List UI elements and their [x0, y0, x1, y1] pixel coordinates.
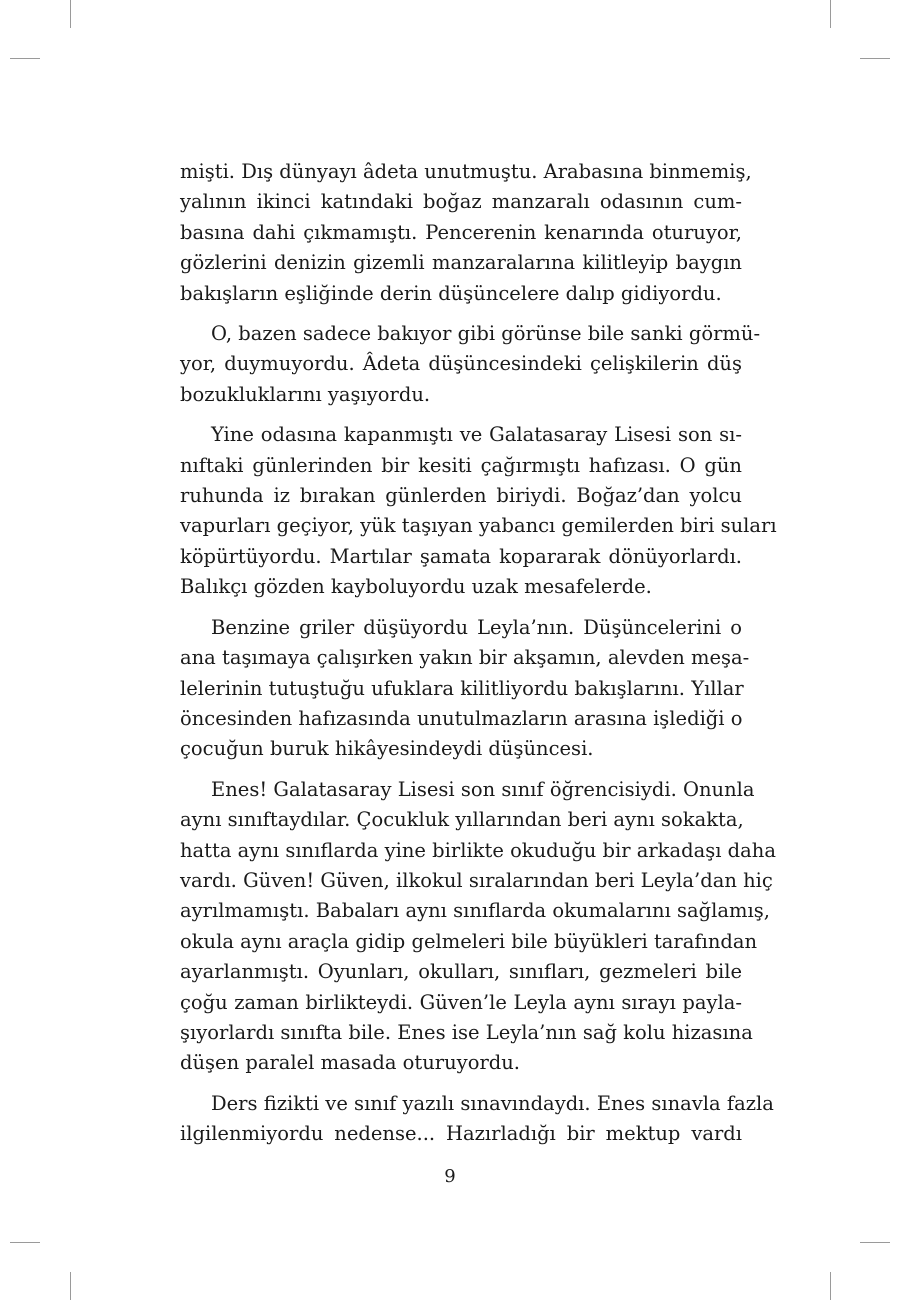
text-line: ilgilenmiyordu nedense... Hazırladığı bir mektup vardı — [180, 1122, 742, 1146]
crop-mark-left-bottom — [10, 1242, 40, 1243]
crop-mark-top-right — [830, 0, 831, 28]
text-line: yalının ikinci katındaki boğaz manzaralı odasının cum- — [180, 190, 742, 214]
text-line: mişti. Dış dünyayı âdeta unutmuştu. Arabasına binmemiş, — [180, 160, 752, 183]
text-line: öncesinden hafızasında unutulmazların arasına işlediği o — [180, 706, 743, 730]
text-line: hatta aynı sınıflarda yine birlikte okuduğu bir arkadaşı daha — [180, 838, 776, 862]
text-line: düşen paralel masada oturuyordu. — [180, 1051, 521, 1075]
text-line: vapurları geçiyor, yük taşıyan yabancı gemilerden biri suları — [180, 514, 777, 538]
text-line: basına dahi çıkmamıştı. Pencerenin kenarında oturuyor, — [180, 220, 742, 244]
text-line: Yine odasına kapanmıştı ve Galatasaray Lisesi son sı- — [211, 423, 742, 447]
text-line: Balıkçı gözden kayboluyordu uzak mesafelerde. — [180, 575, 652, 599]
text-line: vardı. Güven! Güven, ilkokul sıralarından beri Leyla’dan hiç — [180, 868, 773, 892]
paragraph-2 — [180, 319, 761, 410]
text-line: ruhunda iz bırakan günlerden biriydi. Boğaz’dan yolcu — [180, 484, 742, 508]
text-line: Ders fizikti ve sınıf yazılı sınavındaydı. Enes sınavla fazla — [211, 1091, 774, 1115]
paragraph-1 — [180, 157, 752, 309]
text-line: bozukluklarını yaşıyordu. — [180, 382, 431, 406]
text-line: yor, duymuyordu. Âdeta düşüncesindeki çelişkilerin düş — [180, 352, 742, 376]
text-line: okula aynı araçla gidip gelmeleri bile büyükleri tarafından — [180, 929, 758, 953]
text-line: gözlerini denizin gizemli manzaralarına kilitleyip baygın — [180, 251, 742, 275]
paragraph-6 — [180, 1089, 774, 1150]
crop-mark-top-left — [70, 0, 71, 28]
text-line: ayrılmamıştı. Babaları aynı sınıflarda okumalarını sağlamış, — [180, 899, 770, 923]
crop-mark-right-top — [860, 58, 890, 59]
crop-mark-bottom-right — [830, 1272, 831, 1300]
text-line: köpürtüyordu. Martılar şamata kopararak dönüyorlardı. — [180, 544, 742, 568]
text-line: çoğu zaman birlikteydi. Güven’le Leyla aynı sırayı payla- — [180, 990, 742, 1014]
text-line: ayarlanmıştı. Oyunları, okulları, sınıfları, gezmeleri bile — [180, 960, 742, 984]
text-line: Enes! Galatasaray Lisesi son sınıf öğrencisiydi. Onunla — [211, 777, 755, 801]
paragraph-5 — [180, 775, 776, 1079]
body-text — [180, 157, 777, 1160]
crop-mark-left-top — [10, 58, 40, 59]
text-line: O, bazen sadece bakıyor gibi görünse bile sanki görmü- — [211, 322, 761, 346]
text-line: lelerinin tutuştuğu ufuklara kilitliyordu bakışlarını. Yıllar — [180, 676, 744, 700]
text-line: bakışların eşliğinde derin düşüncelere dalıp gidiyordu. — [180, 281, 722, 305]
text-line: ana taşımaya çalışırken yakın bir akşamın, alevden meşa- — [180, 646, 750, 670]
text-line: Benzine griler düşüyordu Leyla’nın. Düşüncelerini o — [211, 615, 742, 639]
crop-mark-right-bottom — [860, 1242, 890, 1243]
text-line: aynı sınıftaydılar. Çocukluk yıllarından beri aynı sokakta, — [180, 808, 744, 832]
crop-mark-bottom-left — [70, 1272, 71, 1300]
text-line: şıyorlardı sınıfta bile. Enes ise Leyla’nın sağ kolu hizasına — [180, 1020, 753, 1044]
text-line: çocuğun buruk hikâyesindeydi düşüncesi. — [180, 737, 594, 761]
paragraph-4 — [180, 613, 750, 765]
page-number: 9 — [444, 1166, 456, 1187]
text-line: nıftaki günlerinden bir kesiti çağırmıştı hafızası. O gün — [180, 453, 742, 477]
paragraph-3 — [180, 420, 777, 602]
